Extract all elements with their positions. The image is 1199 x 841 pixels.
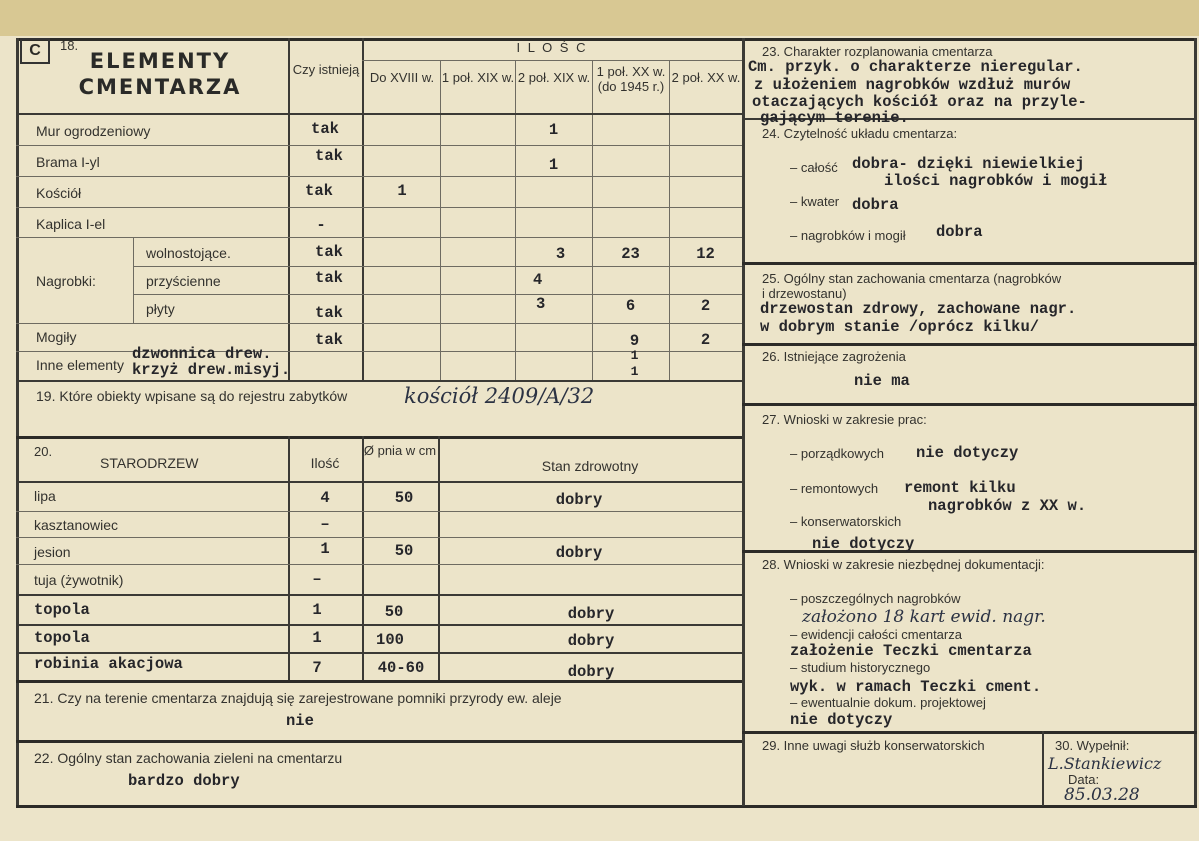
- tree-state: dobry: [567, 632, 615, 650]
- row-exists: tak: [315, 304, 343, 322]
- row-line: [362, 60, 742, 61]
- col-line: [1042, 731, 1044, 806]
- section-line: [742, 262, 1197, 265]
- s25-value-2: w dobrym stanie /oprócz kilku/: [760, 318, 1040, 336]
- s28-label: 28. Wnioski w zakresie niezbędnej dokumentacji:: [762, 557, 1045, 572]
- row-exists: tak: [315, 147, 343, 165]
- row-line: [16, 481, 742, 483]
- row-line: [16, 652, 742, 654]
- s24-nagr-label: – nagrobków i mogił: [790, 228, 906, 243]
- s20-title: STARODRZEW: [100, 455, 199, 471]
- inne-count-1: 1: [630, 348, 639, 363]
- inne-value-2: krzyż drew.misyj.: [132, 361, 291, 379]
- s24-kwater-label: – kwater: [790, 194, 840, 209]
- row-line: [133, 266, 742, 267]
- col-line: [592, 60, 593, 380]
- s27-porz-label: – porządkowych: [790, 446, 884, 461]
- s23-label: 23. Charakter rozplanowania cmentarza: [762, 44, 993, 59]
- row-line: [16, 237, 742, 238]
- row-line: [16, 207, 742, 208]
- row-exists: tak: [315, 331, 343, 349]
- row-exists: tak: [311, 120, 339, 138]
- inne-count-2: 1: [630, 364, 639, 379]
- card-code-box: C: [20, 38, 50, 64]
- tree-name: jesion: [34, 544, 71, 560]
- tree-qty: 7: [312, 659, 322, 677]
- tree-name: topola: [34, 629, 90, 647]
- header-period-4: 1 poł. XX w. (do 1945 r.): [596, 64, 666, 94]
- s19-label: 19. Które obiekty wpisane są do rejestru zabytków: [36, 388, 348, 404]
- right-border: [1194, 38, 1197, 806]
- row-line: [16, 537, 742, 538]
- row-label: Kościół: [36, 185, 82, 201]
- section-line: [16, 380, 742, 382]
- tree-name: robinia akacjowa: [34, 655, 183, 673]
- tree-qty: –: [320, 515, 330, 533]
- title-line-1: ELEMENTY: [89, 49, 231, 73]
- s28-d-label: – ewentualnie dokum. projektowej: [790, 695, 986, 710]
- s30-name: L.Stankiewicz: [1048, 754, 1162, 773]
- left-border: [16, 38, 19, 806]
- tree-state: dobry: [555, 491, 603, 509]
- row-exists: -: [316, 216, 326, 234]
- s28-c-value: wyk. w ramach Teczki cment.: [790, 678, 1042, 696]
- row-line: [133, 294, 742, 295]
- s22-label: 22. Ogólny stan zachowania zieleni na cmentarzu: [34, 750, 343, 766]
- row-line: [16, 323, 742, 324]
- adhesive-tape-strip: [0, 0, 1199, 36]
- s30-label: 30. Wypełnił:: [1055, 738, 1130, 753]
- bottom-border: [16, 805, 1197, 808]
- s24-calosc-value-2: ilości nagrobków i mogił: [884, 172, 1108, 190]
- row-count: 6: [625, 297, 636, 315]
- s21-value: nie: [286, 712, 314, 730]
- col-line: [288, 38, 290, 380]
- s20-number: 20.: [34, 444, 53, 459]
- s24-nagr-value: dobra: [936, 223, 983, 241]
- row-line: [16, 564, 742, 565]
- row-label: Mogiły: [36, 329, 77, 345]
- tree-qty: 1: [312, 629, 322, 647]
- s28-b-label: – ewidencji całości cmentarza: [790, 627, 962, 642]
- section-line: [742, 403, 1197, 406]
- s20-col-ilosc: Ilość: [310, 455, 340, 471]
- row-label: przyścienne: [146, 273, 221, 289]
- center-divider: [742, 38, 745, 806]
- s25-label-1: 25. Ogólny stan zachowania cmentarza (nagrobków: [762, 271, 1062, 286]
- tree-state: dobry: [567, 605, 615, 623]
- row-count: 12: [696, 245, 715, 263]
- s28-a-value: założono 18 kart ewid. nagr.: [802, 607, 1046, 627]
- s27-label: 27. Wnioski w zakresie prac:: [762, 412, 927, 427]
- s19-value: kościół 2409/A/32: [404, 384, 595, 408]
- tree-diam: 40-60: [377, 659, 425, 677]
- section-line: [742, 550, 1197, 553]
- s23-line-2: z ułożeniem nagrobków wzdłuż murów: [754, 76, 1071, 94]
- row-label: Mur ogrodzeniowy: [36, 123, 151, 139]
- tree-state: dobry: [567, 663, 615, 681]
- header-period-2: 1 poł. XIX w.: [441, 70, 515, 85]
- header-czy-istnieja: Czy istnieją: [292, 62, 360, 77]
- s28-d-value: nie dotyczy: [790, 711, 893, 729]
- s25-value-1: drzewostan zdrowy, zachowane nagr.: [760, 300, 1077, 318]
- s26-value: nie ma: [854, 372, 910, 390]
- inne-label: Inne elementy: [36, 357, 124, 373]
- tree-qty: 1: [312, 601, 322, 619]
- s20-col-stan: Stan zdrowotny: [541, 458, 639, 474]
- s22-value: bardzo dobry: [128, 772, 240, 790]
- s27-rem-value-2: nagrobków z XX w.: [928, 497, 1087, 515]
- nagrobki-label: Nagrobki:: [36, 273, 96, 289]
- header-period-3: 2 poł. XIX w.: [517, 70, 591, 85]
- section-line: [16, 740, 742, 743]
- s27-rem-label: – remontowych: [790, 481, 879, 496]
- s20-col-pnia: Ø pnia w cm: [363, 443, 437, 458]
- row-label: Brama I-yl: [36, 154, 100, 170]
- row-count: 1: [548, 156, 559, 174]
- s23-line-4: gającym terenie.: [760, 109, 909, 127]
- s28-a-label: – poszczególnych nagrobków: [790, 591, 961, 606]
- tree-name: tuja (żywotnik): [34, 572, 124, 588]
- s28-b-value: założenie Teczki cmentarza: [790, 642, 1032, 660]
- row-exists: tak: [305, 182, 333, 200]
- s23-line-3: otaczających kościół oraz na przyle-: [752, 93, 1087, 111]
- section-line: [742, 731, 1197, 734]
- row-line: [16, 624, 742, 626]
- row-count: 23: [621, 245, 640, 263]
- tree-diam: 50: [384, 603, 404, 621]
- tree-state: dobry: [555, 544, 603, 562]
- col-line: [515, 60, 516, 380]
- s25-label-2: i drzewostanu): [762, 286, 847, 301]
- tree-name: lipa: [34, 488, 56, 504]
- header-line: [16, 113, 742, 115]
- row-line: [16, 176, 742, 177]
- row-count: 2: [700, 331, 711, 349]
- s28-c-label: – studium historycznego: [790, 660, 931, 675]
- row-exists: tak: [315, 269, 343, 287]
- header-ilosc: I L O Ś C: [516, 40, 588, 55]
- section-line: [742, 343, 1197, 346]
- row-line: [16, 594, 742, 596]
- title-line-2: CMENTARZA: [78, 75, 242, 99]
- s30-date-label: Data:: [1068, 772, 1100, 787]
- col-line: [133, 237, 134, 323]
- s24-label: 24. Czytelność układu cmentarza:: [762, 126, 958, 141]
- row-count: 1: [397, 182, 407, 200]
- row-line: [16, 145, 742, 146]
- s23-line-1: Cm. przyk. o charakterze nieregular.: [748, 58, 1083, 76]
- row-count: 9: [629, 332, 640, 350]
- row-count: 3: [536, 295, 546, 313]
- s27-kons-label: – konserwatorskich: [790, 514, 902, 529]
- page-title: [60, 48, 260, 100]
- row-exists: tak: [315, 243, 343, 261]
- row-label: wolnostojące.: [146, 245, 231, 261]
- section-line: [16, 436, 742, 439]
- s24-calosc-label: – całość: [790, 160, 838, 175]
- s24-kwater-value: dobra: [852, 196, 899, 214]
- row-line: [16, 511, 742, 512]
- s30-date: 85.03.28: [1064, 785, 1140, 805]
- s27-rem-value-1: remont kilku: [904, 479, 1016, 497]
- header-period-1: Do XVIII w.: [369, 70, 435, 85]
- s24-calosc-value-1: dobra- dzięki niewielkiej: [852, 155, 1085, 173]
- s29-label: 29. Inne uwagi służb konserwatorskich: [762, 738, 985, 753]
- row-label: Kaplica I-el: [36, 216, 106, 232]
- col-line: [440, 60, 441, 380]
- s26-label: 26. Istniejące zagrożenia: [762, 349, 906, 364]
- row-count: 2: [700, 297, 711, 315]
- tree-diam: 50: [394, 489, 414, 507]
- tree-qty: –: [312, 570, 322, 588]
- tree-qty: 1: [320, 540, 330, 558]
- section-number: 18.: [60, 38, 79, 53]
- row-count: 1: [548, 121, 559, 139]
- header-period-5: 2 poł. XX w.: [671, 70, 741, 85]
- col-line: [362, 38, 364, 380]
- tree-name: topola: [34, 601, 90, 619]
- row-count: 3: [555, 245, 566, 263]
- tree-qty: 4: [320, 489, 330, 507]
- s27-kons-value: nie dotyczy: [812, 535, 915, 553]
- s27-porz-value: nie dotyczy: [916, 444, 1019, 462]
- tree-diam: 100: [376, 631, 404, 649]
- row-label: płyty: [146, 301, 175, 317]
- s21-label: 21. Czy na terenie cmentarza znajdują się zarejestrowane pomniki przyrody ew. aleje: [34, 690, 562, 706]
- row-count: 4: [533, 271, 543, 289]
- tree-name: kasztanowiec: [34, 517, 119, 533]
- inne-value-1: dzwonnica drew.: [132, 345, 272, 363]
- tree-diam: 50: [394, 542, 414, 560]
